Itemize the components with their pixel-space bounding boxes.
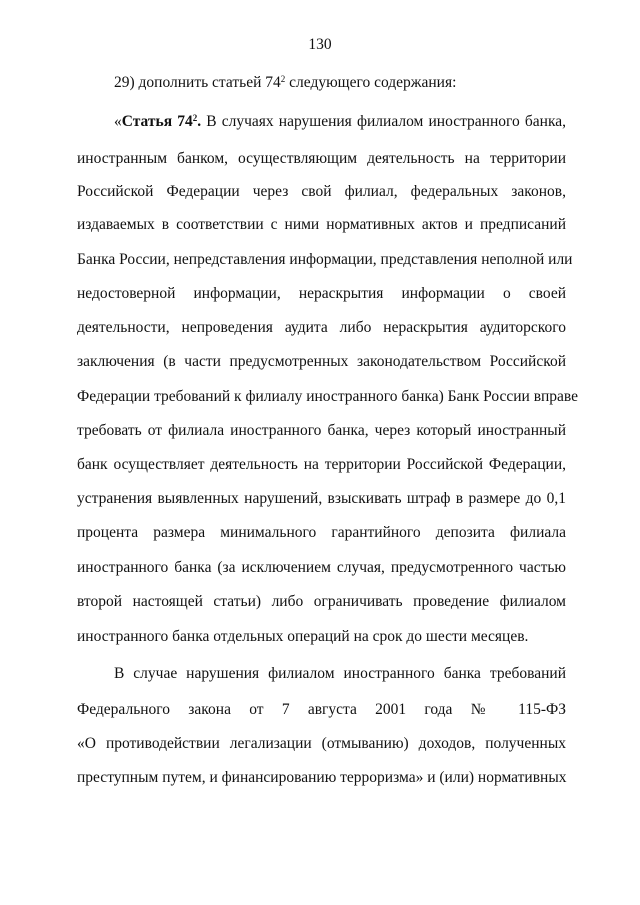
item-29-suffix: следующего содержания: bbox=[285, 74, 457, 91]
paragraph-2-line: преступным путем, и финансированию терроризма» и (или) нормативных bbox=[77, 769, 567, 786]
item-29-superscript: 2 bbox=[280, 74, 286, 84]
article-title: Статья $74^2$. bbox=[121, 113, 202, 130]
article-title-superscript: 2 bbox=[192, 113, 198, 123]
item-29-intro bbox=[114, 73, 566, 93]
article-line: недостоверной информации, нераскрытия информации о своей bbox=[77, 285, 566, 302]
article-line: процента размера минимального гарантийного депозита филиала bbox=[77, 524, 566, 541]
article-lead-text: В случаях нарушения филиалом иностранного банка, bbox=[201, 113, 566, 130]
article-open-quote: « bbox=[114, 113, 122, 130]
article-line: второй настоящей статьи) либо ограничивать проведение филиалом bbox=[77, 593, 566, 610]
article-line: заключения (в части предусмотренных законодательством Российской bbox=[77, 353, 566, 370]
page-number: 130 bbox=[308, 36, 332, 53]
article-line: Российской Федерации через свой филиал, федеральных законов, bbox=[77, 183, 566, 200]
article-line: требовать от филиала иностранного банка, через который иностранный bbox=[77, 422, 566, 439]
article-line: издаваемых в соответствии с ними нормативных актов и предписаний bbox=[77, 216, 566, 233]
article-line: иностранного банка (за исключением случая, предусмотренного частью bbox=[77, 559, 566, 576]
article-line: банк осуществляет деятельность на территории Российской Федерации, bbox=[77, 456, 566, 473]
paragraph-2-line: «О противодействии легализации (отмыванию) доходов, полученных bbox=[77, 735, 566, 752]
article-line: деятельности, непроведения аудита либо нераскрытия аудиторского bbox=[77, 319, 566, 336]
paragraph-2-line: Федерального закона от 7 августа 2001 года № 115-ФЗ bbox=[77, 701, 566, 718]
article-line: устранения выявленных нарушений, взыскивать штраф в размере до 0,1 bbox=[77, 490, 566, 507]
article-heading-line bbox=[114, 112, 566, 132]
article-line: Банка России, непредставления информации, представления неполной или bbox=[77, 251, 573, 268]
paragraph-2-first-line: В случае нарушения филиалом иностранного банка требований bbox=[114, 665, 566, 682]
article-last-line: иностранного банка отдельных операций на срок до шести месяцев. bbox=[77, 628, 529, 645]
article-line: Федерации требований к филиалу иностранного банка) Банк России вправе bbox=[77, 388, 579, 405]
item-29-prefix: 29) дополнить статьей 74 bbox=[114, 74, 281, 91]
article-line: иностранным банком, осуществляющим деятельность на территории bbox=[77, 150, 566, 167]
